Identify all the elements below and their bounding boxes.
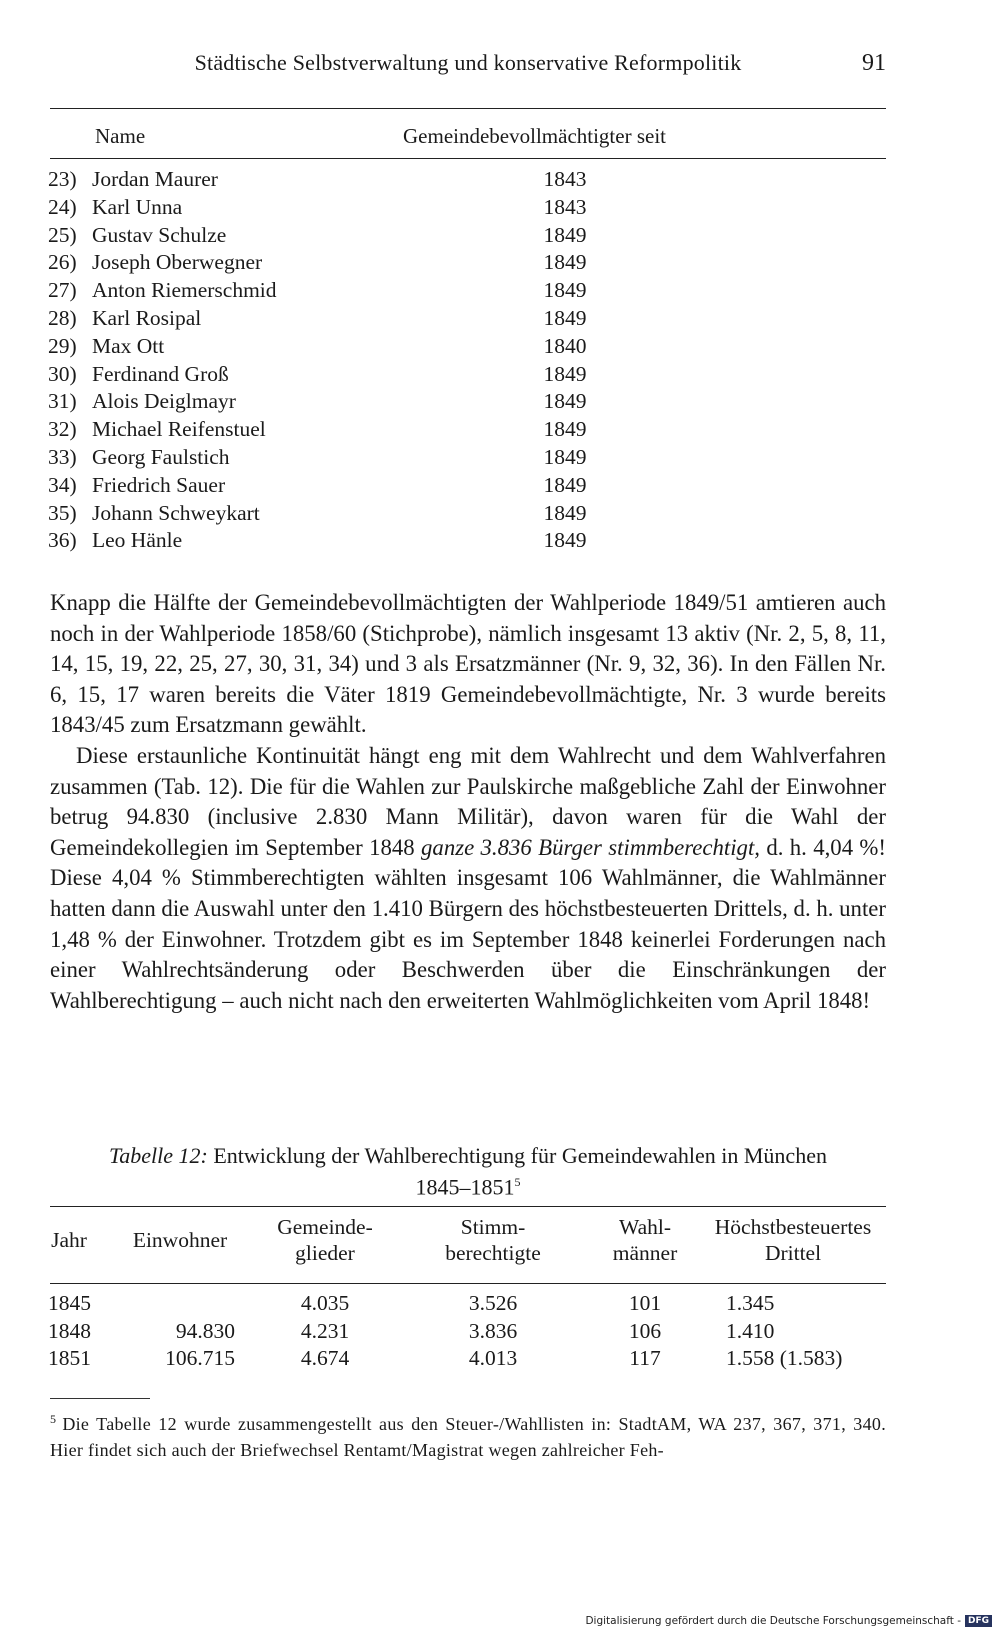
table-top-rule <box>50 1206 886 1207</box>
page-number: 91 <box>862 50 886 76</box>
table-row <box>50 1290 886 1318</box>
th-jahr: Jahr <box>51 1228 87 1252</box>
list-item-number: 23) <box>48 167 77 191</box>
footnote-text: Die Tabelle 12 wurde zusammengestellt aus den Steuer-/Wahllisten in: StadtAM, WA 237, 367, 371, 340. Hier findet sich auch der Briefwechsel Rentamt/Magistrat wegen zahlreicher Feh- <box>50 1414 886 1460</box>
member-list <box>50 166 886 555</box>
list-item-year: 1849 <box>543 361 587 386</box>
list-item-number: 31) <box>48 389 77 414</box>
footnote-marker: 5 <box>50 1412 57 1426</box>
cell-stimmberechtigte: 3.526 <box>468 1291 518 1315</box>
list-item-name: Karl Unna <box>92 194 183 219</box>
list-item-year: 1843 <box>543 194 587 219</box>
list-item <box>50 361 886 389</box>
list-item-number: 26) <box>48 250 77 275</box>
list-item-name: Georg Faulstich <box>92 444 230 469</box>
list-item-number: 27) <box>48 278 77 303</box>
footnote-rule <box>50 1398 150 1399</box>
th-stimmberechtigte-line2: berechtigte <box>445 1241 541 1265</box>
cell-jahr: 1848 <box>48 1318 91 1343</box>
list-item-number: 32) <box>48 417 77 442</box>
th-drittel-line1: Höchstbesteuertes <box>714 1215 872 1239</box>
cell-einwohner: 106.715 <box>165 1346 235 1370</box>
list-item-number: 35) <box>48 500 77 525</box>
list-item-number: 30) <box>48 361 77 386</box>
cell-gemeindeglieder: 4.674 <box>300 1346 350 1370</box>
list-item-year: 1849 <box>543 250 587 275</box>
digitization-credit <box>585 1612 992 1630</box>
list-item <box>50 277 886 305</box>
list-item-year: 1843 <box>543 167 587 191</box>
list-item-year: 1849 <box>543 389 587 414</box>
list-item-year: 1849 <box>543 305 587 330</box>
cell-drittel: 1.410 <box>726 1318 775 1343</box>
list-item-name: Anton Riemerschmid <box>92 278 277 303</box>
list-item-year: 1849 <box>543 222 587 247</box>
cell-gemeindeglieder: 4.035 <box>300 1291 350 1315</box>
paragraph-1: Knapp die Hälfte der Gemeindebevollmächtigten der Wahlperiode 1849/51 amtieren auch noch in der Wahlperiode 1858/60 (Stichprobe), nämlich insgesamt 13 aktiv (Nr. 2, 5, 8, 11, 14, 15, 19, 22, 25, 27, 30, 31, 34) und 3 als Ersatzmänner (Nr. 9, 32, 36). In den Fällen Nr. 6, 15, 17 waren bereits die Väter 1819 Gemeindebevollmächtigte, Nr. 3 wurde bereits 1843/45 zum Ersatzmann gewählt. <box>50 590 886 738</box>
caption-footnote-ref: 5 <box>514 1175 521 1189</box>
list-item-year: 1849 <box>543 278 587 303</box>
th-stimmberechtigte-line1: Stimm- <box>460 1215 526 1239</box>
paragraph-2-part-a: Diese erstaunliche Kontinuität hängt eng mit dem Wahlrecht und dem Wahlverfahren zusammen (Tab. 12). Die für die Wahlen zur Paulskirche maßgebliche Zahl der Einwohner betrug 94.830 (inclusive 2.830 Mann Militär), davon waren für die Wahl der Gemeindekollegien im September 1848 <box>50 742 886 860</box>
table-row <box>50 1318 886 1346</box>
list-header-rule <box>50 158 886 159</box>
list-item-year: 1840 <box>543 333 587 358</box>
list-item <box>50 416 886 444</box>
running-head <box>50 50 886 84</box>
list-header-name: Name <box>95 124 146 148</box>
list-item-number: 36) <box>48 528 77 553</box>
list-item-name: Joseph Oberwegner <box>92 250 263 275</box>
cell-jahr: 1851 <box>48 1346 91 1370</box>
credit-text: Digitalisierung gefördert durch die Deutsche Forschungsgemeinschaft - <box>585 1615 961 1627</box>
list-item <box>50 472 886 500</box>
table-header-rule <box>50 1283 886 1284</box>
list-item-name: Leo Hänle <box>92 528 183 553</box>
cell-gemeindeglieder: 4.231 <box>300 1318 350 1343</box>
list-item-name: Friedrich Sauer <box>92 472 226 497</box>
paragraph-2 <box>50 741 886 1016</box>
list-item-name: Max Ott <box>92 333 165 358</box>
table-header <box>50 1214 886 1282</box>
list-header-since: Gemeindebevollmächtigter seit <box>403 124 666 148</box>
top-rule <box>50 108 886 109</box>
th-gemeindeglieder <box>260 1214 390 1266</box>
list-item <box>50 500 886 528</box>
list-item-number: 25) <box>48 222 77 247</box>
th-wahlmaenner-line2: männer <box>612 1241 678 1265</box>
list-item <box>50 527 886 555</box>
list-item-name: Jordan Maurer <box>92 167 218 191</box>
list-item-year: 1849 <box>543 500 587 525</box>
list-item <box>50 249 886 277</box>
th-stimmberechtigte <box>423 1214 563 1266</box>
paragraph-2-part-b: d. h. 4,04 %! Diese 4,04 % Stimmberechtigten wählten insgesamt 106 Wahlmänner, die Wahlmänner hatten dann die Auswahl unter den 1.410 Bürgern des höchstbesteuerten Drittels, d. h. unter 1,48 % der Einwohner. Trotzdem gibt es im September 1848 keinerlei Forderungen nach einer Wahlrechtsänderung oder Beschwerden über die Einschränkungen der Wahlberechtigung – auch nicht nach den erweiterten Wahlmöglichkeiten vom April 1848! <box>50 834 887 1013</box>
list-item-number: 34) <box>48 472 77 497</box>
caption-text: Entwicklung der Wahlberechtigung für Gemeindewahlen in München <box>213 1143 827 1168</box>
list-item-year: 1849 <box>543 472 587 497</box>
cell-drittel: 1.345 <box>726 1291 775 1315</box>
list-item-number: 24) <box>48 194 77 219</box>
list-item-name: Karl Rosipal <box>92 305 202 330</box>
list-item <box>50 194 886 222</box>
th-wahlmaenner-line1: Wahl- <box>619 1215 671 1239</box>
table-body <box>50 1290 886 1373</box>
th-gemeindeglieder-line2: glieder <box>295 1241 355 1265</box>
dfg-logo: DFG <box>965 1615 992 1627</box>
list-item-number: 29) <box>48 333 77 358</box>
caption-years: 1845–1851 <box>415 1174 515 1200</box>
cell-stimmberechtigte: 4.013 <box>468 1346 518 1370</box>
th-einwohner: Einwohner <box>132 1228 228 1252</box>
table-row <box>50 1345 886 1373</box>
cell-jahr: 1845 <box>48 1291 91 1315</box>
list-item <box>50 166 886 194</box>
list-item-name: Ferdinand Groß <box>92 361 229 386</box>
list-item <box>50 444 886 472</box>
cell-stimmberechtigte: 3.836 <box>468 1318 518 1343</box>
th-drittel-line2: Drittel <box>764 1241 822 1265</box>
running-title: Städtische Selbstverwaltung und konservative Reformpolitik <box>194 50 742 75</box>
list-item <box>50 222 886 250</box>
body-text <box>50 588 886 1016</box>
th-gemeindeglieder-line1: Gemeinde- <box>277 1215 373 1239</box>
table-caption <box>50 1143 886 1200</box>
caption-label: Tabelle 12: <box>109 1143 208 1168</box>
list-header <box>50 124 886 154</box>
list-item <box>50 333 886 361</box>
paragraph-2-italic: ganze 3.836 Bürger stimmberechtigt, <box>421 834 760 860</box>
th-hoechstbesteuertes-drittel <box>700 1214 886 1266</box>
cell-drittel: 1.558 (1.583) <box>726 1346 843 1370</box>
list-item-name: Johann Schweykart <box>92 500 260 525</box>
list-item-name: Gustav Schulze <box>92 222 227 247</box>
cell-einwohner: 94.830 <box>175 1318 235 1343</box>
list-item-year: 1849 <box>543 417 587 442</box>
cell-wahlmaenner: 101 <box>628 1291 662 1315</box>
list-item-name: Michael Reifenstuel <box>92 417 266 442</box>
list-item-year: 1849 <box>543 444 587 469</box>
cell-wahlmaenner: 117 <box>629 1346 661 1370</box>
th-wahlmaenner <box>590 1214 700 1266</box>
list-item-number: 33) <box>48 444 77 469</box>
list-item-year: 1849 <box>543 528 587 553</box>
list-item-number: 28) <box>48 305 77 330</box>
list-item-name: Alois Deiglmayr <box>92 389 236 414</box>
list-item <box>50 305 886 333</box>
footnote <box>50 1406 886 1463</box>
list-item <box>50 388 886 416</box>
cell-wahlmaenner: 106 <box>628 1318 662 1343</box>
